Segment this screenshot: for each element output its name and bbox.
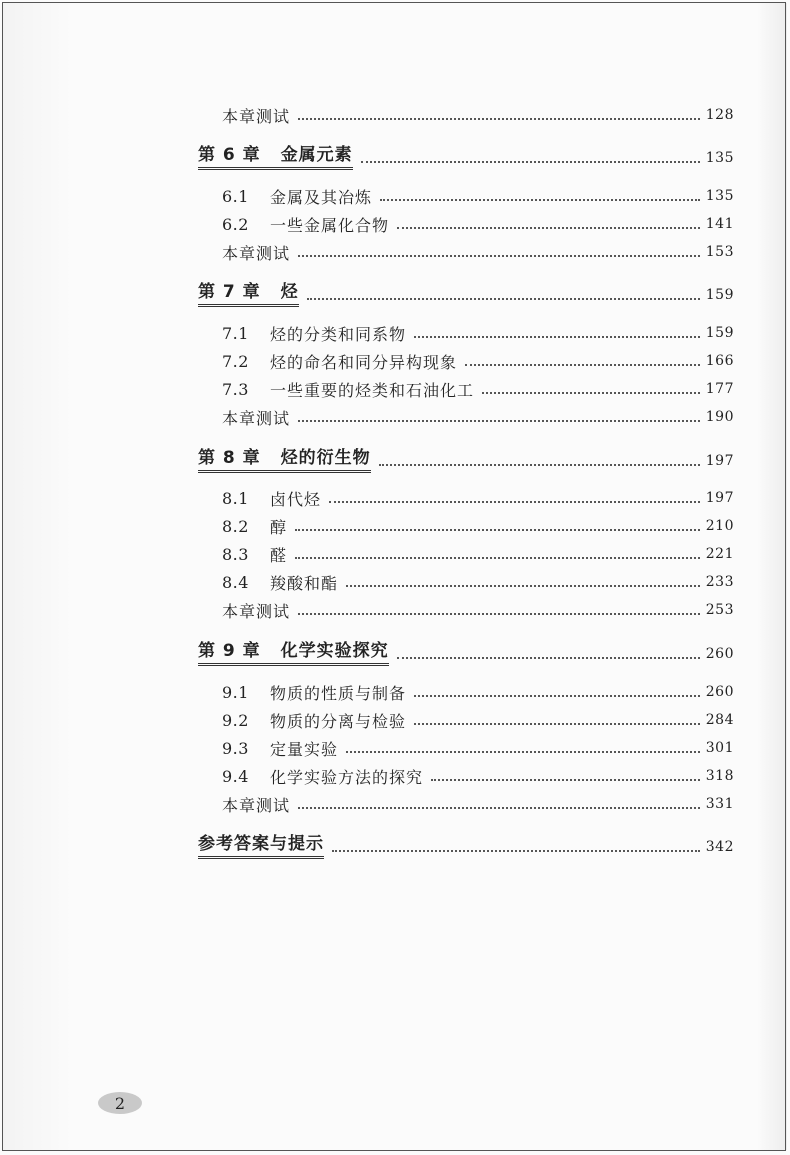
section-title: 物质的分离与检验 [270, 711, 407, 731]
section-title: 烃的分类和同系物 [270, 324, 407, 344]
page-number: 2 [114, 1093, 126, 1113]
page-ref: 135 [705, 150, 734, 166]
dot-leader [414, 324, 700, 338]
toc-section-entry[interactable] [222, 320, 734, 346]
section-number: 9.4 [222, 766, 249, 786]
toc-section-entry[interactable] [222, 376, 734, 402]
toc-chapter-entry[interactable] [198, 143, 734, 173]
dot-leader [298, 408, 700, 422]
page-ref: 260 [705, 646, 734, 662]
dot-leader [414, 711, 700, 725]
page-ref: 197 [705, 490, 734, 506]
dot-leader [307, 286, 700, 300]
chapter-title-text: 化学实验探究 [280, 641, 389, 661]
section-number: 8.3 [222, 544, 249, 564]
toc-section-entry[interactable] [222, 102, 734, 128]
toc-section-entry[interactable] [222, 679, 734, 705]
section-title: 化学实验方法的探究 [270, 767, 424, 787]
page-ref: 159 [705, 287, 734, 303]
toc-chapter-entry[interactable] [198, 280, 734, 310]
section-title: 金属及其冶炼 [270, 187, 373, 207]
dot-leader [431, 767, 700, 781]
section-title: 烃的命名和同分异构现象 [270, 352, 458, 372]
section-title: 定量实验 [270, 739, 339, 759]
page-ref: 221 [705, 546, 734, 562]
page-ref: 233 [705, 574, 734, 590]
toc-section-entry[interactable] [222, 735, 734, 761]
chapter-title [198, 642, 389, 666]
page-ref: 342 [705, 839, 734, 855]
section-number: 9.1 [222, 682, 249, 702]
toc-section-entry[interactable] [222, 763, 734, 789]
chapter-title [198, 449, 371, 473]
dot-leader [482, 380, 700, 394]
section-number: 8.4 [222, 572, 249, 592]
page-ref: 166 [705, 353, 734, 369]
page-number-badge [98, 1092, 142, 1114]
section-title: 卤代烃 [270, 489, 322, 509]
page-ref: 318 [705, 768, 734, 784]
toc-chapter-entry[interactable] [198, 446, 734, 476]
page-ref: 141 [705, 216, 734, 232]
section-title: 本章测试 [222, 243, 291, 263]
dot-leader [329, 489, 700, 503]
page-ref: 177 [705, 381, 734, 397]
page-ref: 128 [705, 107, 734, 123]
page-ref: 159 [705, 325, 734, 341]
section-number: 7.3 [222, 379, 249, 399]
section-title: 醇 [270, 517, 288, 537]
section-number: 7.1 [222, 323, 249, 343]
toc-section-entry[interactable] [222, 513, 734, 539]
chapter-label: 第 8 章 [198, 448, 261, 468]
section-title: 物质的性质与制备 [270, 683, 407, 703]
toc-section-entry[interactable] [222, 597, 734, 623]
toc-chapter-entry[interactable] [198, 832, 734, 862]
toc-section-entry[interactable] [222, 541, 734, 567]
dot-leader [397, 645, 700, 659]
dot-leader [380, 187, 700, 201]
dot-leader [379, 452, 700, 466]
page-ref: 153 [705, 244, 734, 260]
dot-leader [298, 795, 700, 809]
section-number: 7.2 [222, 351, 249, 371]
dot-leader [346, 573, 700, 587]
dot-leader [414, 683, 700, 697]
section-number: 8.1 [222, 488, 249, 508]
section-number: 6.1 [222, 186, 249, 206]
chapter-title-text: 烃的衍生物 [280, 448, 371, 468]
chapter-label: 第 7 章 [198, 282, 261, 302]
section-number: 9.2 [222, 710, 249, 730]
dot-leader [397, 215, 700, 229]
chapter-label: 第 6 章 [198, 145, 261, 165]
toc-chapter-entry[interactable] [198, 639, 734, 669]
toc-section-entry[interactable] [222, 348, 734, 374]
toc-section-entry[interactable] [222, 707, 734, 733]
dot-leader [465, 352, 700, 366]
toc-section-entry[interactable] [222, 485, 734, 511]
section-number: 9.3 [222, 738, 249, 758]
section-title: 一些金属化合物 [270, 215, 390, 235]
dot-leader [298, 243, 700, 257]
dot-leader [361, 149, 700, 163]
page-ref: 190 [705, 409, 734, 425]
dot-leader [346, 739, 700, 753]
page-ref: 260 [705, 684, 734, 700]
chapter-title [198, 835, 324, 859]
toc-section-entry[interactable] [222, 404, 734, 430]
section-title: 本章测试 [222, 408, 291, 428]
page-ref: 284 [705, 712, 734, 728]
section-title: 本章测试 [222, 106, 291, 126]
toc-section-entry[interactable] [222, 569, 734, 595]
chapter-label: 第 9 章 [198, 641, 261, 661]
dot-leader [295, 545, 700, 559]
toc-section-entry[interactable] [222, 211, 734, 237]
chapter-title-text: 金属元素 [280, 145, 353, 165]
page-ref: 301 [705, 740, 734, 756]
chapter-title-text: 烃 [280, 282, 299, 302]
section-title: 羧酸和酯 [270, 573, 339, 593]
section-number: 6.2 [222, 214, 249, 234]
page-ref: 331 [705, 796, 734, 812]
toc-section-entry[interactable] [222, 791, 734, 817]
page-ref: 135 [705, 188, 734, 204]
dot-leader [298, 106, 700, 120]
toc-section-entry[interactable] [222, 239, 734, 265]
chapter-title-text: 参考答案与提示 [198, 834, 324, 854]
section-title: 本章测试 [222, 601, 291, 621]
toc-section-entry[interactable] [222, 183, 734, 209]
chapter-title [198, 283, 299, 307]
section-title: 本章测试 [222, 795, 291, 815]
section-title: 醛 [270, 545, 288, 565]
chapter-title [198, 146, 353, 170]
page-ref: 210 [705, 518, 734, 534]
dot-leader [295, 517, 700, 531]
dot-leader [332, 838, 700, 852]
page-ref: 197 [705, 453, 734, 469]
dot-leader [298, 601, 700, 615]
section-title: 一些重要的烃类和石油化工 [270, 380, 475, 400]
page-ref: 253 [705, 602, 734, 618]
section-number: 8.2 [222, 516, 249, 536]
